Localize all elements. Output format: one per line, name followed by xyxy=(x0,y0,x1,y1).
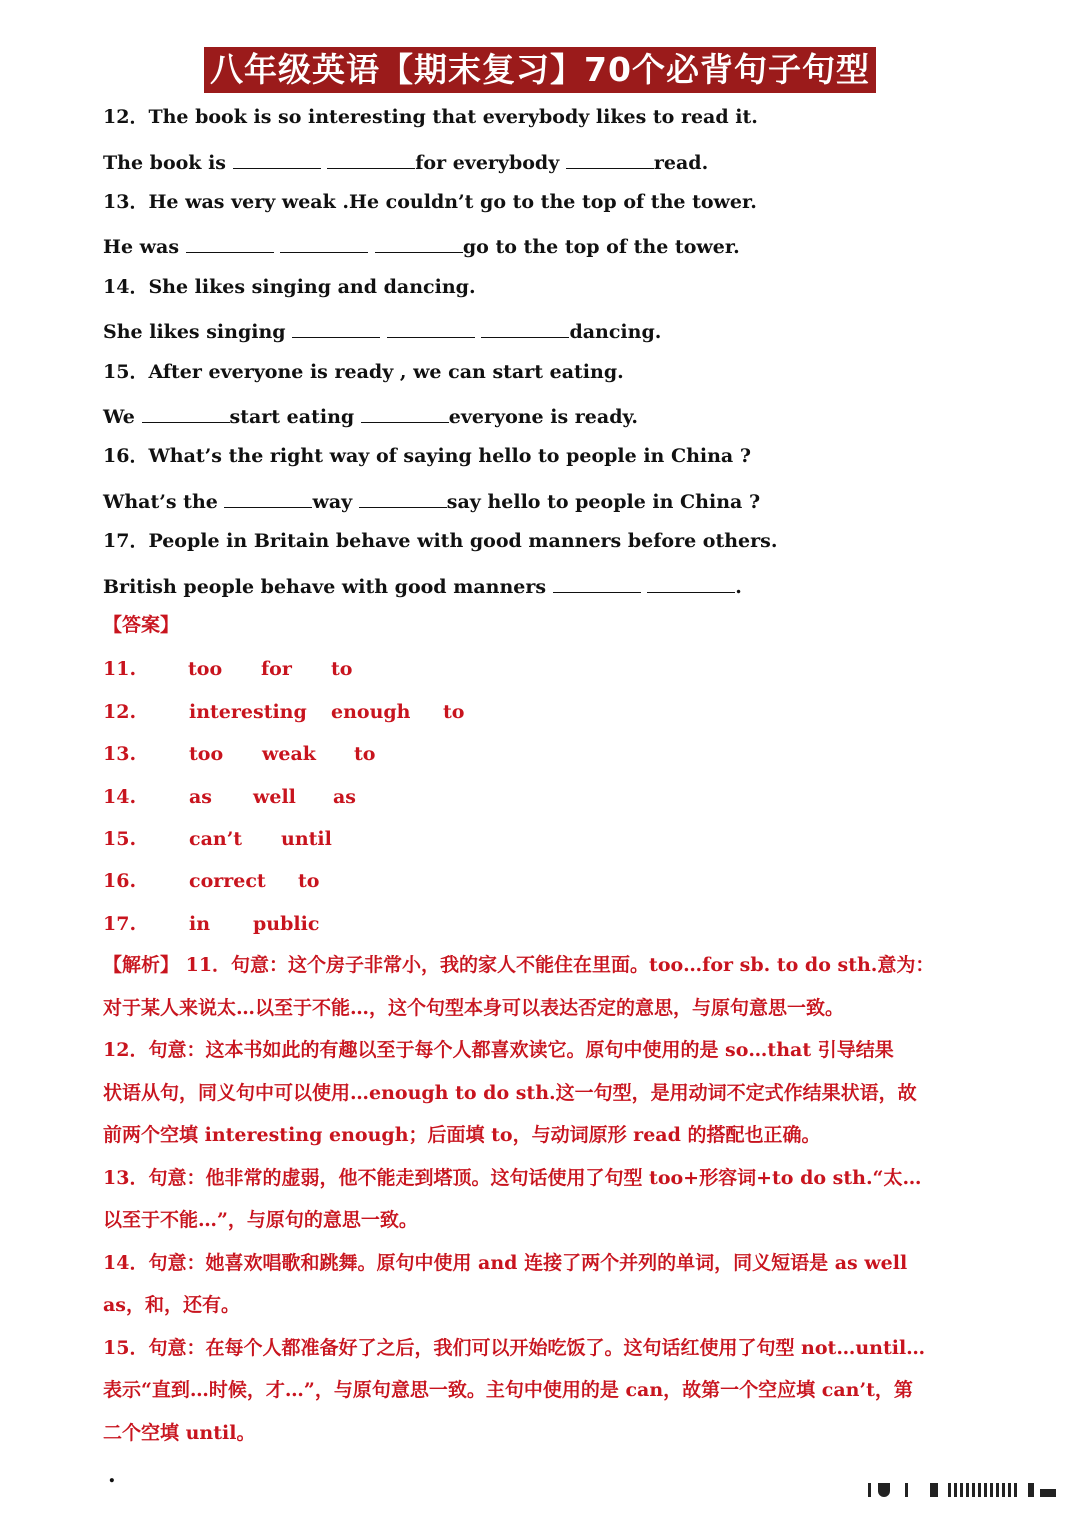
rewrite-sentence xyxy=(103,402,638,429)
sentence-fragment xyxy=(641,576,648,598)
fill-blank[interactable] xyxy=(387,317,475,338)
fill-blank[interactable] xyxy=(280,232,368,253)
answer-word: correct xyxy=(189,870,266,892)
sentence-fragment: What’s the xyxy=(103,491,225,513)
sentence-fragment: . xyxy=(735,576,742,598)
explanation-line: as，和，还有。 xyxy=(103,1294,241,1316)
answer-number: 13. xyxy=(103,743,137,765)
answer-word: interesting xyxy=(189,701,307,723)
fill-blank[interactable] xyxy=(359,487,447,508)
explanation-line: 对于某人来说太…以至于不能…，这个句型本身可以表达否定的意思，与原句意思一致。 xyxy=(103,996,845,1019)
rewrite-sentence xyxy=(103,232,740,259)
answer-word: to xyxy=(298,870,320,892)
fill-blank[interactable] xyxy=(233,148,321,169)
sentence-fragment: He was xyxy=(103,236,186,258)
question-sentence: 13．He was very weak .He couldn’t go to the top of the tower. xyxy=(103,191,757,213)
sentence-fragment: way xyxy=(312,491,359,513)
footer-mark: . xyxy=(108,1462,116,1488)
answer-number: 14. xyxy=(103,786,137,808)
explanation-line: 以至于不能…”，与原句的意思一致。 xyxy=(103,1209,418,1231)
fill-blank[interactable] xyxy=(142,402,230,423)
fill-blank[interactable] xyxy=(186,232,274,253)
rewrite-sentence xyxy=(103,487,760,514)
explanation-line: 12．句意：这本书如此的有趣以至于每个人都喜欢读它。原句中使用的是 so…that 引导结果 xyxy=(103,1039,894,1061)
fill-blank[interactable] xyxy=(292,317,380,338)
answer-word: in xyxy=(189,913,211,935)
page-title: 八年级英语【期末复习】70个必背句子句型 xyxy=(204,47,876,93)
answer-word: for xyxy=(261,658,292,680)
sentence-fragment: for everybody xyxy=(415,152,566,174)
sentence-fragment xyxy=(274,236,281,258)
fill-blank[interactable] xyxy=(361,402,449,423)
answer-word: can’t xyxy=(189,828,243,850)
answer-number: 17. xyxy=(103,913,137,935)
sentence-fragment: We xyxy=(103,406,142,428)
answer-word: to xyxy=(354,743,376,765)
explanation-line: 状语从句，同义句中可以使用…enough to do sth.这一句型，是用动词不定式作结果状语，故 xyxy=(103,1081,917,1104)
answer-word: to xyxy=(331,658,353,680)
explanation-line: 二个空填 until。 xyxy=(103,1421,256,1444)
answer-word: as xyxy=(189,786,213,808)
sentence-fragment: start eating xyxy=(229,406,361,428)
answer-word: too xyxy=(188,658,223,680)
answer-number: 16. xyxy=(103,870,137,892)
sentence-fragment: everyone is ready. xyxy=(448,406,638,428)
answer-word: too xyxy=(189,743,224,765)
fill-blank[interactable] xyxy=(553,572,641,593)
explanation-line: 前两个空填 interesting enough；后面填 to，与动词原形 read 的搭配也正确。 xyxy=(103,1124,821,1146)
sentence-fragment: read. xyxy=(653,152,709,174)
title-banner xyxy=(0,47,1080,93)
answer-word: until xyxy=(281,828,332,850)
question-sentence: 17．People in Britain behave with good manners before others. xyxy=(103,530,778,552)
sentence-fragment: British people behave with good manners xyxy=(103,576,553,598)
fill-blank[interactable] xyxy=(481,317,569,338)
fill-blank[interactable] xyxy=(647,572,735,593)
sentence-fragment xyxy=(380,321,387,343)
answer-word: well xyxy=(253,786,296,808)
sentence-fragment: dancing. xyxy=(569,321,662,343)
explanation-line: 表示“直到…时候，才…”，与原句意思一致。主句中使用的是 can，故第一个空应填 can’t，第 xyxy=(103,1379,913,1401)
explanation-line: 【解析】 11．句意：这个房子非常小，我的家人不能住在里面。too…for sb. to do sth.意为： xyxy=(103,954,935,976)
sentence-fragment: She likes singing xyxy=(103,321,293,343)
answer-number: 15. xyxy=(103,828,137,850)
sentence-fragment: go to the top of the tower. xyxy=(462,236,740,258)
fill-blank[interactable] xyxy=(566,148,654,169)
question-sentence: 15．After everyone is ready , we can start eating. xyxy=(103,361,624,383)
answer-number: 11. xyxy=(103,658,137,680)
question-sentence: 16．What’s the right way of saying hello to people in China ? xyxy=(103,445,751,467)
sentence-fragment: say hello to people in China ? xyxy=(446,491,761,513)
question-sentence: 12．The book is so interesting that everybody likes to read it. xyxy=(103,106,758,128)
rewrite-sentence xyxy=(103,148,708,175)
answer-heading: 【答案】 xyxy=(103,614,180,636)
explanation-line: 13．句意：他非常的虚弱，他不能走到塔顶。这句话使用了句型 too+形容词+to do sth.“太… xyxy=(103,1166,922,1189)
answer-word: as xyxy=(333,786,357,808)
answer-word: to xyxy=(443,701,465,723)
sentence-fragment: The book is xyxy=(103,152,233,174)
sentence-fragment xyxy=(475,321,482,343)
explanation-line: 15．句意：在每个人都准备好了之后，我们可以开始吃饭了。这句话红使用了句型 not…until… xyxy=(103,1336,926,1359)
sentence-fragment xyxy=(368,236,375,258)
answer-number: 12. xyxy=(103,701,137,723)
explanation-block xyxy=(103,944,983,1454)
fill-blank[interactable] xyxy=(327,148,415,169)
rewrite-sentence xyxy=(103,317,661,344)
question-sentence: 14．She likes singing and dancing. xyxy=(103,276,476,298)
sentence-fragment xyxy=(321,152,328,174)
rewrite-sentence xyxy=(103,572,742,599)
answer-word: public xyxy=(253,913,320,935)
answer-word: enough xyxy=(331,701,411,723)
answer-word: weak xyxy=(262,743,316,765)
explanation-line: 14．句意：她喜欢唱歌和跳舞。原句中使用 and 连接了两个并列的单词，同义短语是 as well xyxy=(103,1251,908,1274)
fill-blank[interactable] xyxy=(375,232,463,253)
fill-blank[interactable] xyxy=(224,487,312,508)
